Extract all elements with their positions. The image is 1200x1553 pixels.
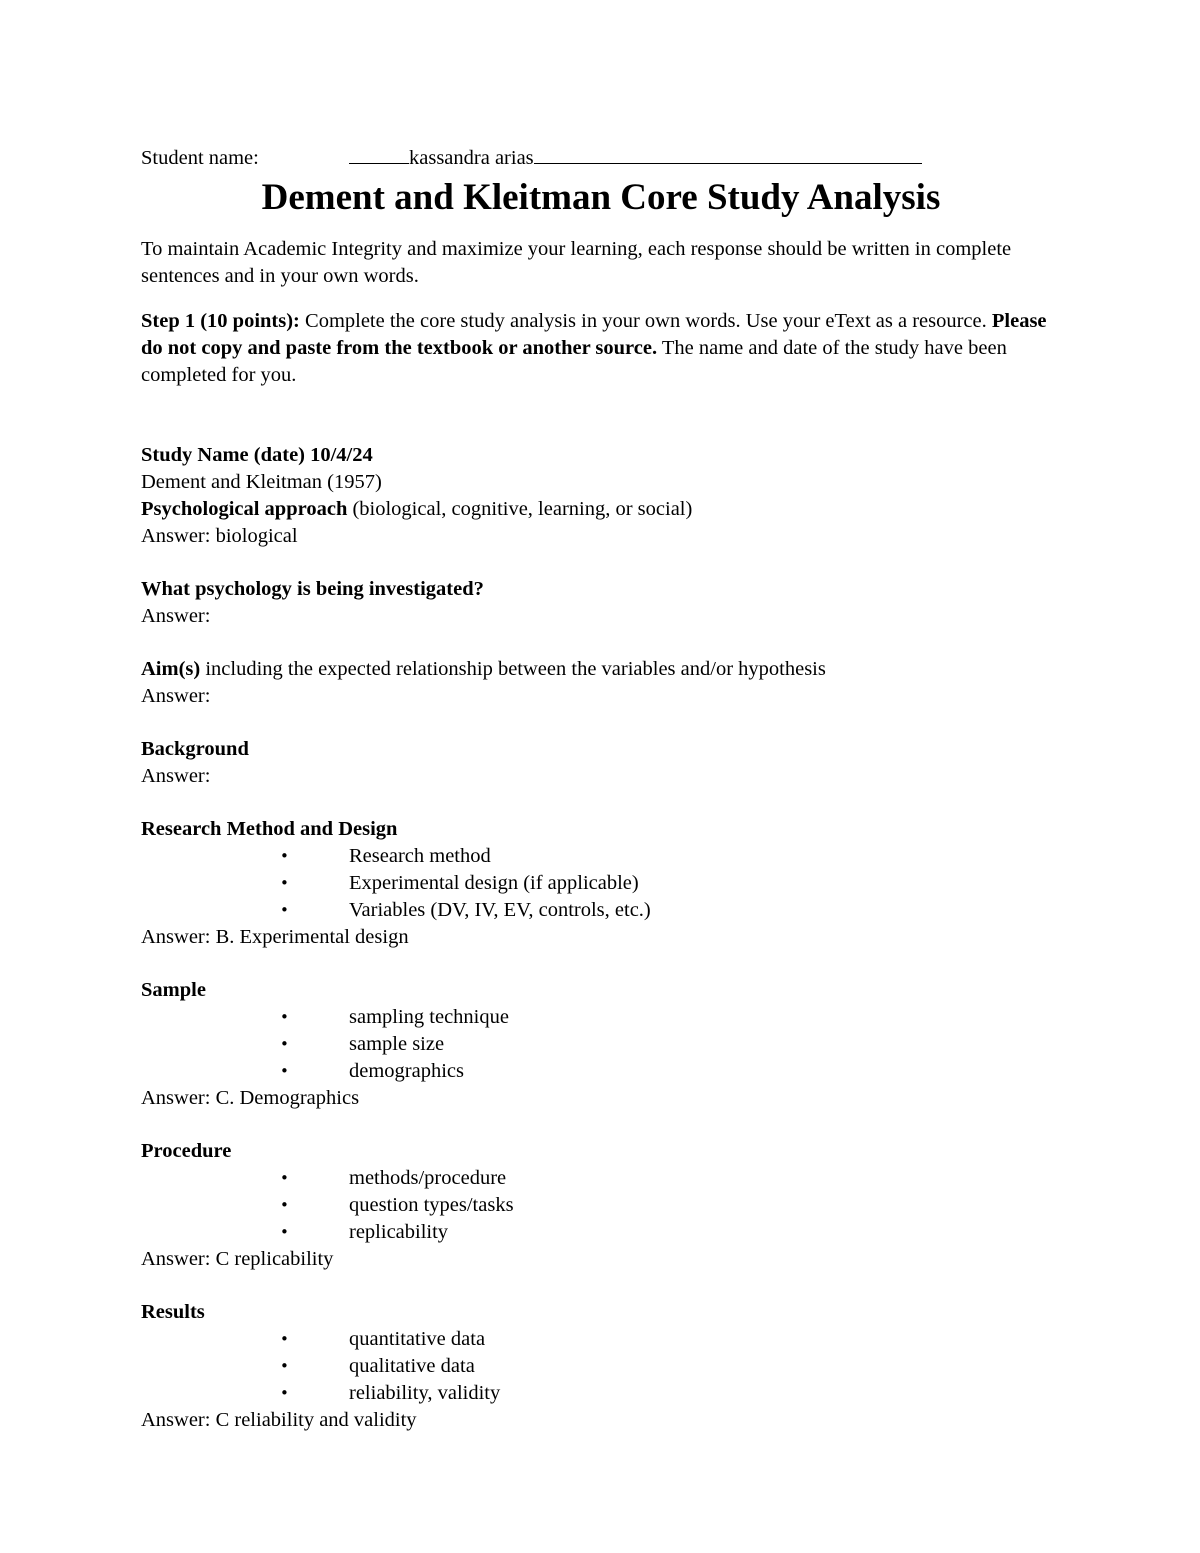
procedure-label: Procedure bbox=[141, 1140, 232, 1162]
procedure-answer: Answer: C replicability bbox=[141, 1248, 334, 1270]
bullet-icon: • bbox=[280, 1330, 289, 1348]
list-item: • Experimental design (if applicable) bbox=[141, 870, 1061, 897]
step1-label: Step 1 (10 points): bbox=[141, 310, 300, 332]
results-label: Results bbox=[141, 1301, 205, 1323]
list-item: • question types/tasks bbox=[141, 1192, 1061, 1219]
investigated-label: What psychology is being investigated? bbox=[141, 578, 484, 600]
bullet-icon: • bbox=[280, 1035, 289, 1053]
list-item: • qualitative data bbox=[141, 1353, 1061, 1380]
background-label: Background bbox=[141, 738, 249, 760]
sample-label: Sample bbox=[141, 979, 206, 1001]
underline bbox=[534, 143, 922, 164]
list-item: • Variables (DV, IV, EV, controls, etc.) bbox=[141, 897, 1061, 924]
bullet-icon: • bbox=[280, 1062, 289, 1080]
step1-text2: The name and date of the study have been completed for you. bbox=[141, 337, 1007, 386]
approach-hint: (biological, cognitive, learning, or social) bbox=[347, 498, 693, 520]
sample-bullets bbox=[141, 1004, 1061, 1085]
student-name-value: kassandra arias bbox=[409, 147, 534, 169]
study-name-label: Study Name (date) 10/4/24 bbox=[141, 444, 373, 466]
bullet-icon: • bbox=[280, 874, 289, 892]
student-name-line bbox=[141, 143, 1061, 170]
bullet-icon: • bbox=[280, 1169, 289, 1187]
list-item: • demographics bbox=[141, 1058, 1061, 1085]
bullet-icon: • bbox=[280, 1223, 289, 1241]
list-item: • Research method bbox=[141, 843, 1061, 870]
bullet-icon: • bbox=[280, 1357, 289, 1375]
bullet-icon: • bbox=[280, 901, 289, 919]
study-name-value: Dement and Kleitman (1957) bbox=[141, 471, 382, 493]
aims-answer: Answer: bbox=[141, 685, 211, 707]
intro-paragraph: To maintain Academic Integrity and maximize your learning, each response should be written in complete sentences and in your own words. bbox=[141, 238, 1012, 287]
approach-answer: Answer: biological bbox=[141, 525, 298, 547]
document-content bbox=[141, 143, 1061, 1434]
list-item: • sample size bbox=[141, 1031, 1061, 1058]
background-answer: Answer: bbox=[141, 765, 211, 787]
investigated-answer: Answer: bbox=[141, 605, 211, 627]
research-bullets bbox=[141, 843, 1061, 924]
step1-text1: Complete the core study analysis in your own words. Use your eText as a resource. bbox=[299, 310, 992, 332]
list-item: • replicability bbox=[141, 1219, 1061, 1246]
list-item: • quantitative data bbox=[141, 1326, 1061, 1353]
list-item: • methods/procedure bbox=[141, 1165, 1061, 1192]
procedure-bullets bbox=[141, 1165, 1061, 1246]
aims-label: Aim(s) bbox=[141, 658, 201, 680]
results-answer: Answer: C reliability and validity bbox=[141, 1409, 417, 1431]
sample-answer: Answer: C. Demographics bbox=[141, 1087, 360, 1109]
bullet-icon: • bbox=[280, 1384, 289, 1402]
results-bullets bbox=[141, 1326, 1061, 1407]
research-label: Research Method and Design bbox=[141, 818, 398, 840]
underline bbox=[349, 143, 409, 164]
bullet-icon: • bbox=[280, 1196, 289, 1214]
step1-paragraph bbox=[141, 308, 1061, 389]
approach-label: Psychological approach bbox=[141, 498, 348, 520]
aims-line bbox=[141, 656, 1061, 683]
research-answer: Answer: B. Experimental design bbox=[141, 926, 409, 948]
step1-bold-text: Please do not copy and paste from the textbook or another source. bbox=[141, 310, 1047, 359]
bullet-icon: • bbox=[280, 847, 289, 865]
list-item: • sampling technique bbox=[141, 1004, 1061, 1031]
page-title: Dement and Kleitman Core Study Analysis bbox=[261, 177, 941, 218]
approach-line bbox=[141, 496, 1061, 523]
aims-hint: including the expected relationship between the variables and/or hypothesis bbox=[200, 658, 826, 680]
bullet-icon: • bbox=[280, 1008, 289, 1026]
student-name-label: Student name: bbox=[141, 147, 259, 169]
list-item: • reliability, validity bbox=[141, 1380, 1061, 1407]
